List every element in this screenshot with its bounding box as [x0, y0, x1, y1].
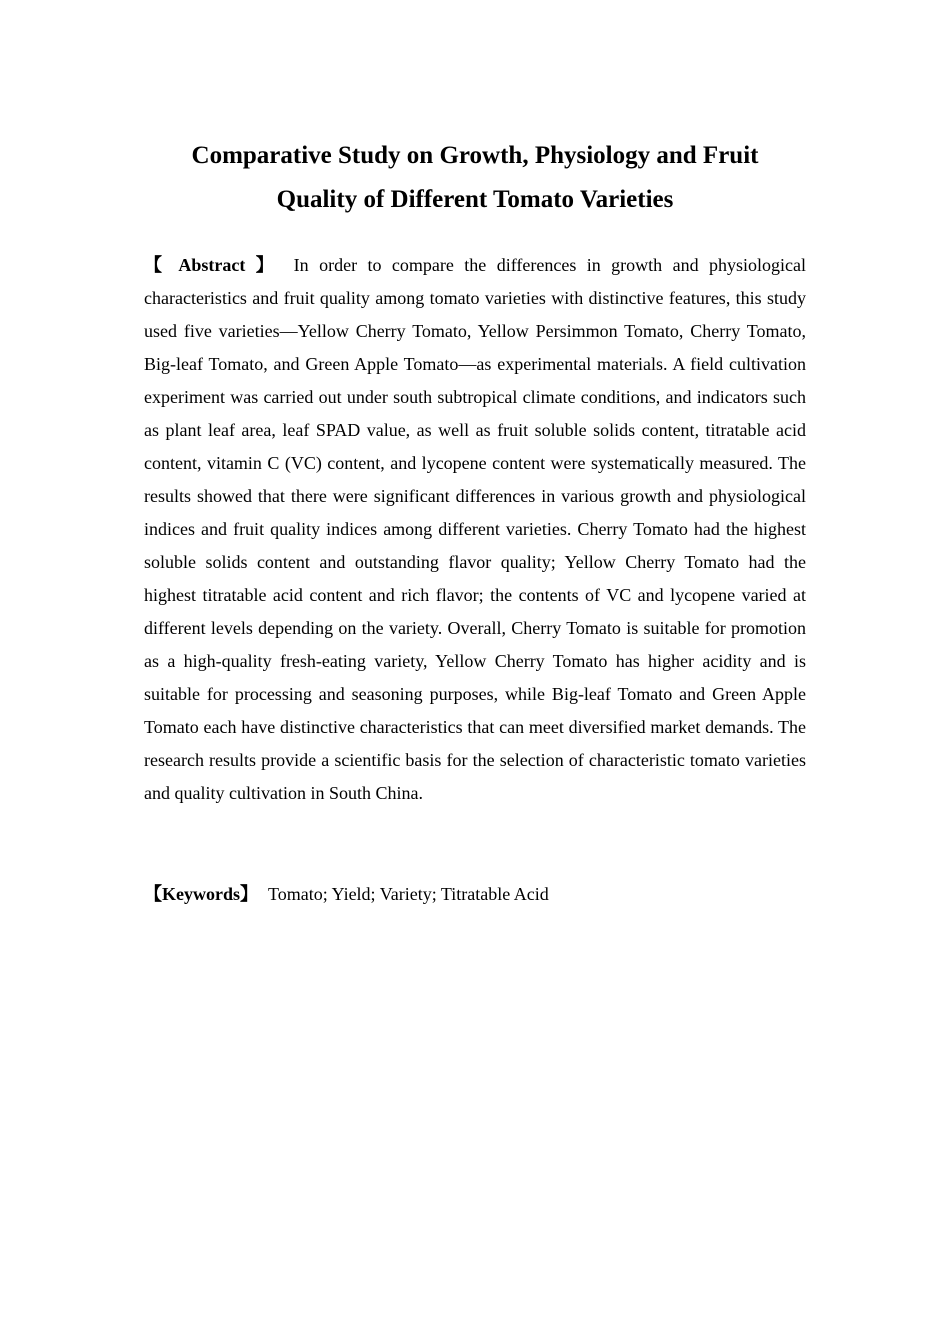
abstract-paragraph — [144, 249, 806, 810]
paper-title-line-1: Comparative Study on Growth, Physiology and Fruit — [191, 142, 759, 169]
keywords-text: Tomato; Yield; Variety; Titratable Acid — [268, 884, 549, 904]
paper-title — [120, 134, 830, 222]
keywords-label: 【Keywords】 — [144, 884, 258, 904]
abstract-label: 【 Abstract 】 — [144, 255, 280, 275]
abstract-text: In order to compare the differences in growth and physiological characteristics and fruit quality among tomato varieties with distinctive features, this study used five varieties—Yellow Cherry Tomato, Yellow Persimmon Tomato, Cherry Tomato, Big-leaf Tomato, and Green Apple Tomato—as experimental materials. A field cultivation experiment was carried out under south subtropical climate conditions, and indicators such as plant leaf area, leaf SPAD value, as well as fruit soluble solids content, titratable acid content, vitamin C (VC) content, and lycopene content were systematically measured. The results showed that there were significant differences in various growth and physiological indices and fruit quality indices among different varieties. Cherry Tomato had the highest soluble solids content and outstanding flavor quality; Yellow Cherry Tomato had the highest titratable acid content and rich flavor; the contents of VC and lycopene varied at different levels depending on the variety. Overall, Cherry Tomato is suitable for promotion as a high-quality fresh-eating variety, Yellow Cherry Tomato has higher acidity and is suitable for processing and seasoning purposes, while Big-leaf Tomato and Green Apple Tomato each have distinctive characteristics that can meet diversified market demands. The research results provide a scientific basis for the selection of characteristic tomato varieties and quality cultivation in South China. — [144, 255, 806, 803]
paper-title-line-2: Quality of Different Tomato Varieties — [276, 186, 674, 213]
keywords-paragraph — [144, 878, 806, 911]
